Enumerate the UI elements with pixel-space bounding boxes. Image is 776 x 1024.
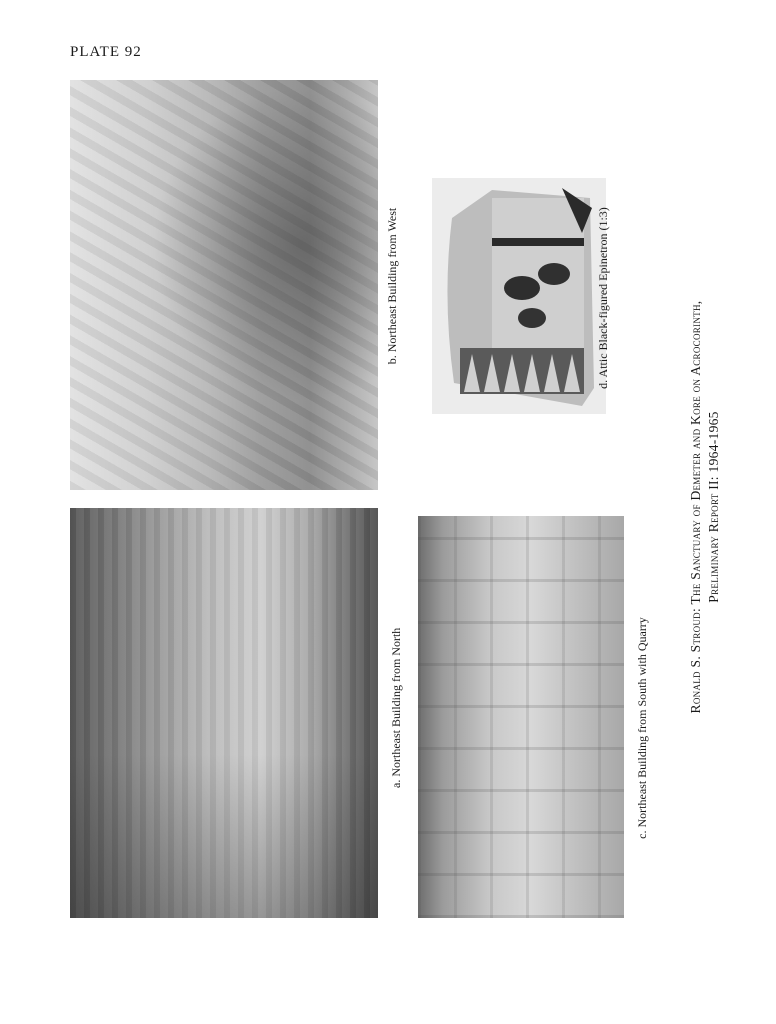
caption-d: d. Attic Black-figured Epinetron (1:3) (596, 207, 610, 389)
caption-c: c. Northeast Building from South with Quarry (635, 617, 649, 839)
photo-attic-epinetron (432, 178, 606, 414)
footer-line-2: Preliminary Report II: 1964-1965 (706, 411, 721, 603)
photo-northeast-building-from-north (70, 508, 378, 918)
plate-label: PLATE 92 (70, 44, 142, 60)
caption-b: b. Northeast Building from West (385, 207, 399, 365)
photo-northeast-building-from-south-with-quarry (418, 516, 624, 918)
footer-line-1: Ronald S. Stroud: The Sanctuary of Demeter and Kore on Acrocorinth, (688, 300, 703, 714)
caption-a: a. Northeast Building from North (389, 627, 403, 788)
running-footer (687, 177, 723, 837)
photo-northeast-building-from-west (70, 80, 378, 490)
